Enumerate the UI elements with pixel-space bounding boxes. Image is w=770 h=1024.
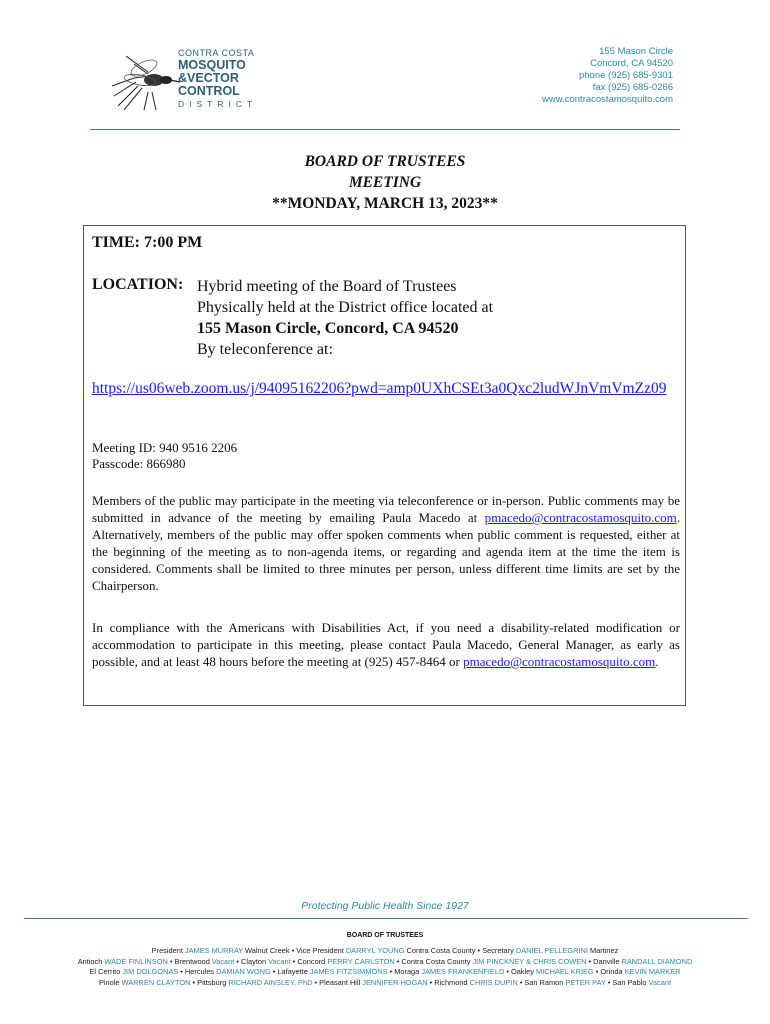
trustee-name: PERRY CARLSTON <box>327 956 395 966</box>
trustee-city: • Danville <box>586 956 622 966</box>
logo-line-1: CONTRA COSTA <box>178 48 255 58</box>
public-comment-paragraph <box>92 492 680 594</box>
logo-line-5: DISTRICT <box>178 99 258 109</box>
district-address <box>542 46 673 106</box>
address-city: Concord, CA 94520 <box>590 58 673 69</box>
trustees-line <box>0 957 770 968</box>
trustee-name: WADE FINLINSON <box>104 956 168 966</box>
title-line-1: BOARD OF TRUSTEES <box>304 153 466 170</box>
trustee-city: Antioch <box>77 956 105 966</box>
trustee-city: • Hercules <box>178 967 217 976</box>
footer-divider <box>24 918 748 919</box>
trustee-name: DANIEL PELLEGRINI <box>515 946 588 955</box>
footer-motto: Protecting Public Health Since 1927 <box>301 900 469 912</box>
zoom-link[interactable]: https://us06web.zoom.us/j/94095162206?pwd=amp0UXhCSEt3a0Qxc2ludWJnVmVmZz09 <box>92 380 667 397</box>
trustee-name: Vacant <box>211 956 235 966</box>
logo-line-2: MOSQUITO <box>178 58 246 72</box>
para1-text-a: Members of the public may participate in the meeting via teleconference or in-person. Public comments may be submitted in advance of the meeting by emailing Paula Macedo at <box>92 493 680 525</box>
logo-line-3: &VECTOR <box>178 71 239 85</box>
trustee-city: President <box>151 946 185 955</box>
trustee-name: JIM PINCKNEY & CHRIS COWEN <box>472 956 587 966</box>
location-line-4: By teleconference at: <box>197 341 333 358</box>
email-link[interactable]: pmacedo@contracostamosquito.com <box>463 654 656 669</box>
para1-text-b: . Alternatively, members of the public may offer spoken comments when public comment is requested, either at the beginning of the meeting as to non-agenda items, or regarding and agenda item at the time the item is considered. Comments shall be limited to three minutes per person, unless different time limits are set by the Chairperson. <box>92 510 680 593</box>
trustee-city: • Oakley <box>504 967 537 976</box>
trustee-name: MICHAEL KRIEG <box>536 967 594 976</box>
trustee-city: • Lafayette <box>270 967 310 976</box>
trustee-city: • Pittsburg <box>190 977 229 987</box>
trustee-city: • Moraga <box>387 967 422 976</box>
meeting-credentials <box>92 440 237 472</box>
ada-paragraph <box>92 619 680 670</box>
trustee-name: Vacant <box>268 956 291 966</box>
para2-text-a: In compliance with the Americans with Disabilities Act, if you need a disability-related modification or accommodation to participate in this meeting, please contact Paula Macedo, General Manager, as early as possible, and at least 48 hours before the meeting at (925) 457-8464 or <box>92 620 680 669</box>
trustees-line <box>0 978 770 989</box>
address-street: 155 Mason Circle <box>599 46 673 57</box>
page-title <box>0 151 770 214</box>
meeting-time: TIME: 7:00 PM <box>92 234 203 251</box>
trustee-name: PETER PAY <box>565 977 606 987</box>
trustee-name: JAMES MURRAY <box>184 946 243 955</box>
meeting-info-box <box>83 225 686 706</box>
email-link[interactable]: pmacedo@contracostamosquito.com <box>484 510 677 525</box>
trustees-heading: BOARD OF TRUSTEES <box>346 932 424 939</box>
trustee-city: • Contra Costa County <box>394 956 473 966</box>
trustee-name: JENNIFER HOGAN <box>362 977 428 987</box>
trustee-name: RANDALL DIAMOND <box>621 956 693 966</box>
title-line-2: MEETING <box>348 174 422 191</box>
location-line-1: Hybrid meeting of the Board of Trustees <box>197 278 457 295</box>
logo-line-4: CONTROL <box>178 84 240 98</box>
trustee-name: JAMES FITZSIMMONS <box>309 967 388 976</box>
trustee-name: CHRIS DUPIN <box>469 977 518 987</box>
location-details <box>197 276 493 360</box>
meeting-id: Meeting ID: 940 9516 2206 <box>92 440 238 455</box>
trustee-name: JIM DOLGONAS <box>122 967 179 976</box>
trustee-city: El Cerrito <box>89 967 123 976</box>
location-line-2: Physically held at the District office located at <box>197 299 494 316</box>
para2-text-b: . <box>655 654 659 669</box>
location-address: 155 Mason Circle, Concord, CA 94520 <box>197 320 459 337</box>
address-phone: phone (925) 685-9301 <box>578 70 673 81</box>
trustee-name: JAMES FRANKENFIELD <box>421 967 505 976</box>
trustee-city: • Richmond <box>427 977 470 987</box>
trustee-city: • San Pablo <box>605 977 649 987</box>
trustee-name: DAMIAN WONG <box>216 967 271 976</box>
trustee-name: KEVIN MARKER <box>624 967 681 976</box>
trustee-city: Walnut Creek • Vice President <box>243 946 346 955</box>
trustee-city: Pinole <box>98 977 122 987</box>
title-date: **MONDAY, MARCH 13, 2023** <box>272 195 498 212</box>
trustees-line <box>0 946 770 957</box>
trustee-city: Contra Costa County • Secretary <box>404 946 516 955</box>
trustee-name: RICHARD AINSLEY, PhD <box>228 977 313 987</box>
location-label: LOCATION: <box>92 276 184 293</box>
trustee-city: • Clayton <box>234 956 269 966</box>
trustee-city: • San Ramon <box>517 977 566 987</box>
trustee-name: Vacant <box>648 977 672 987</box>
header-divider <box>90 129 680 130</box>
district-logo <box>178 48 257 110</box>
trustee-name: DARRYL YOUNG <box>345 946 405 955</box>
trustee-city: • Orinda <box>593 967 625 976</box>
trustees-line <box>0 967 770 978</box>
address-website: www.contracostamosquito.com <box>542 94 673 105</box>
trustee-city: Martinez <box>587 946 619 955</box>
trustee-city: • Pleasant Hill <box>312 977 363 987</box>
trustee-city: • Concord <box>290 956 328 966</box>
trustee-name: WARREN CLAYTON <box>121 977 191 987</box>
trustees-list <box>0 946 770 988</box>
passcode: Passcode: 866980 <box>92 456 186 471</box>
trustee-city: • Brentwood <box>167 956 212 966</box>
address-fax: fax (925) 685-0266 <box>592 82 673 93</box>
